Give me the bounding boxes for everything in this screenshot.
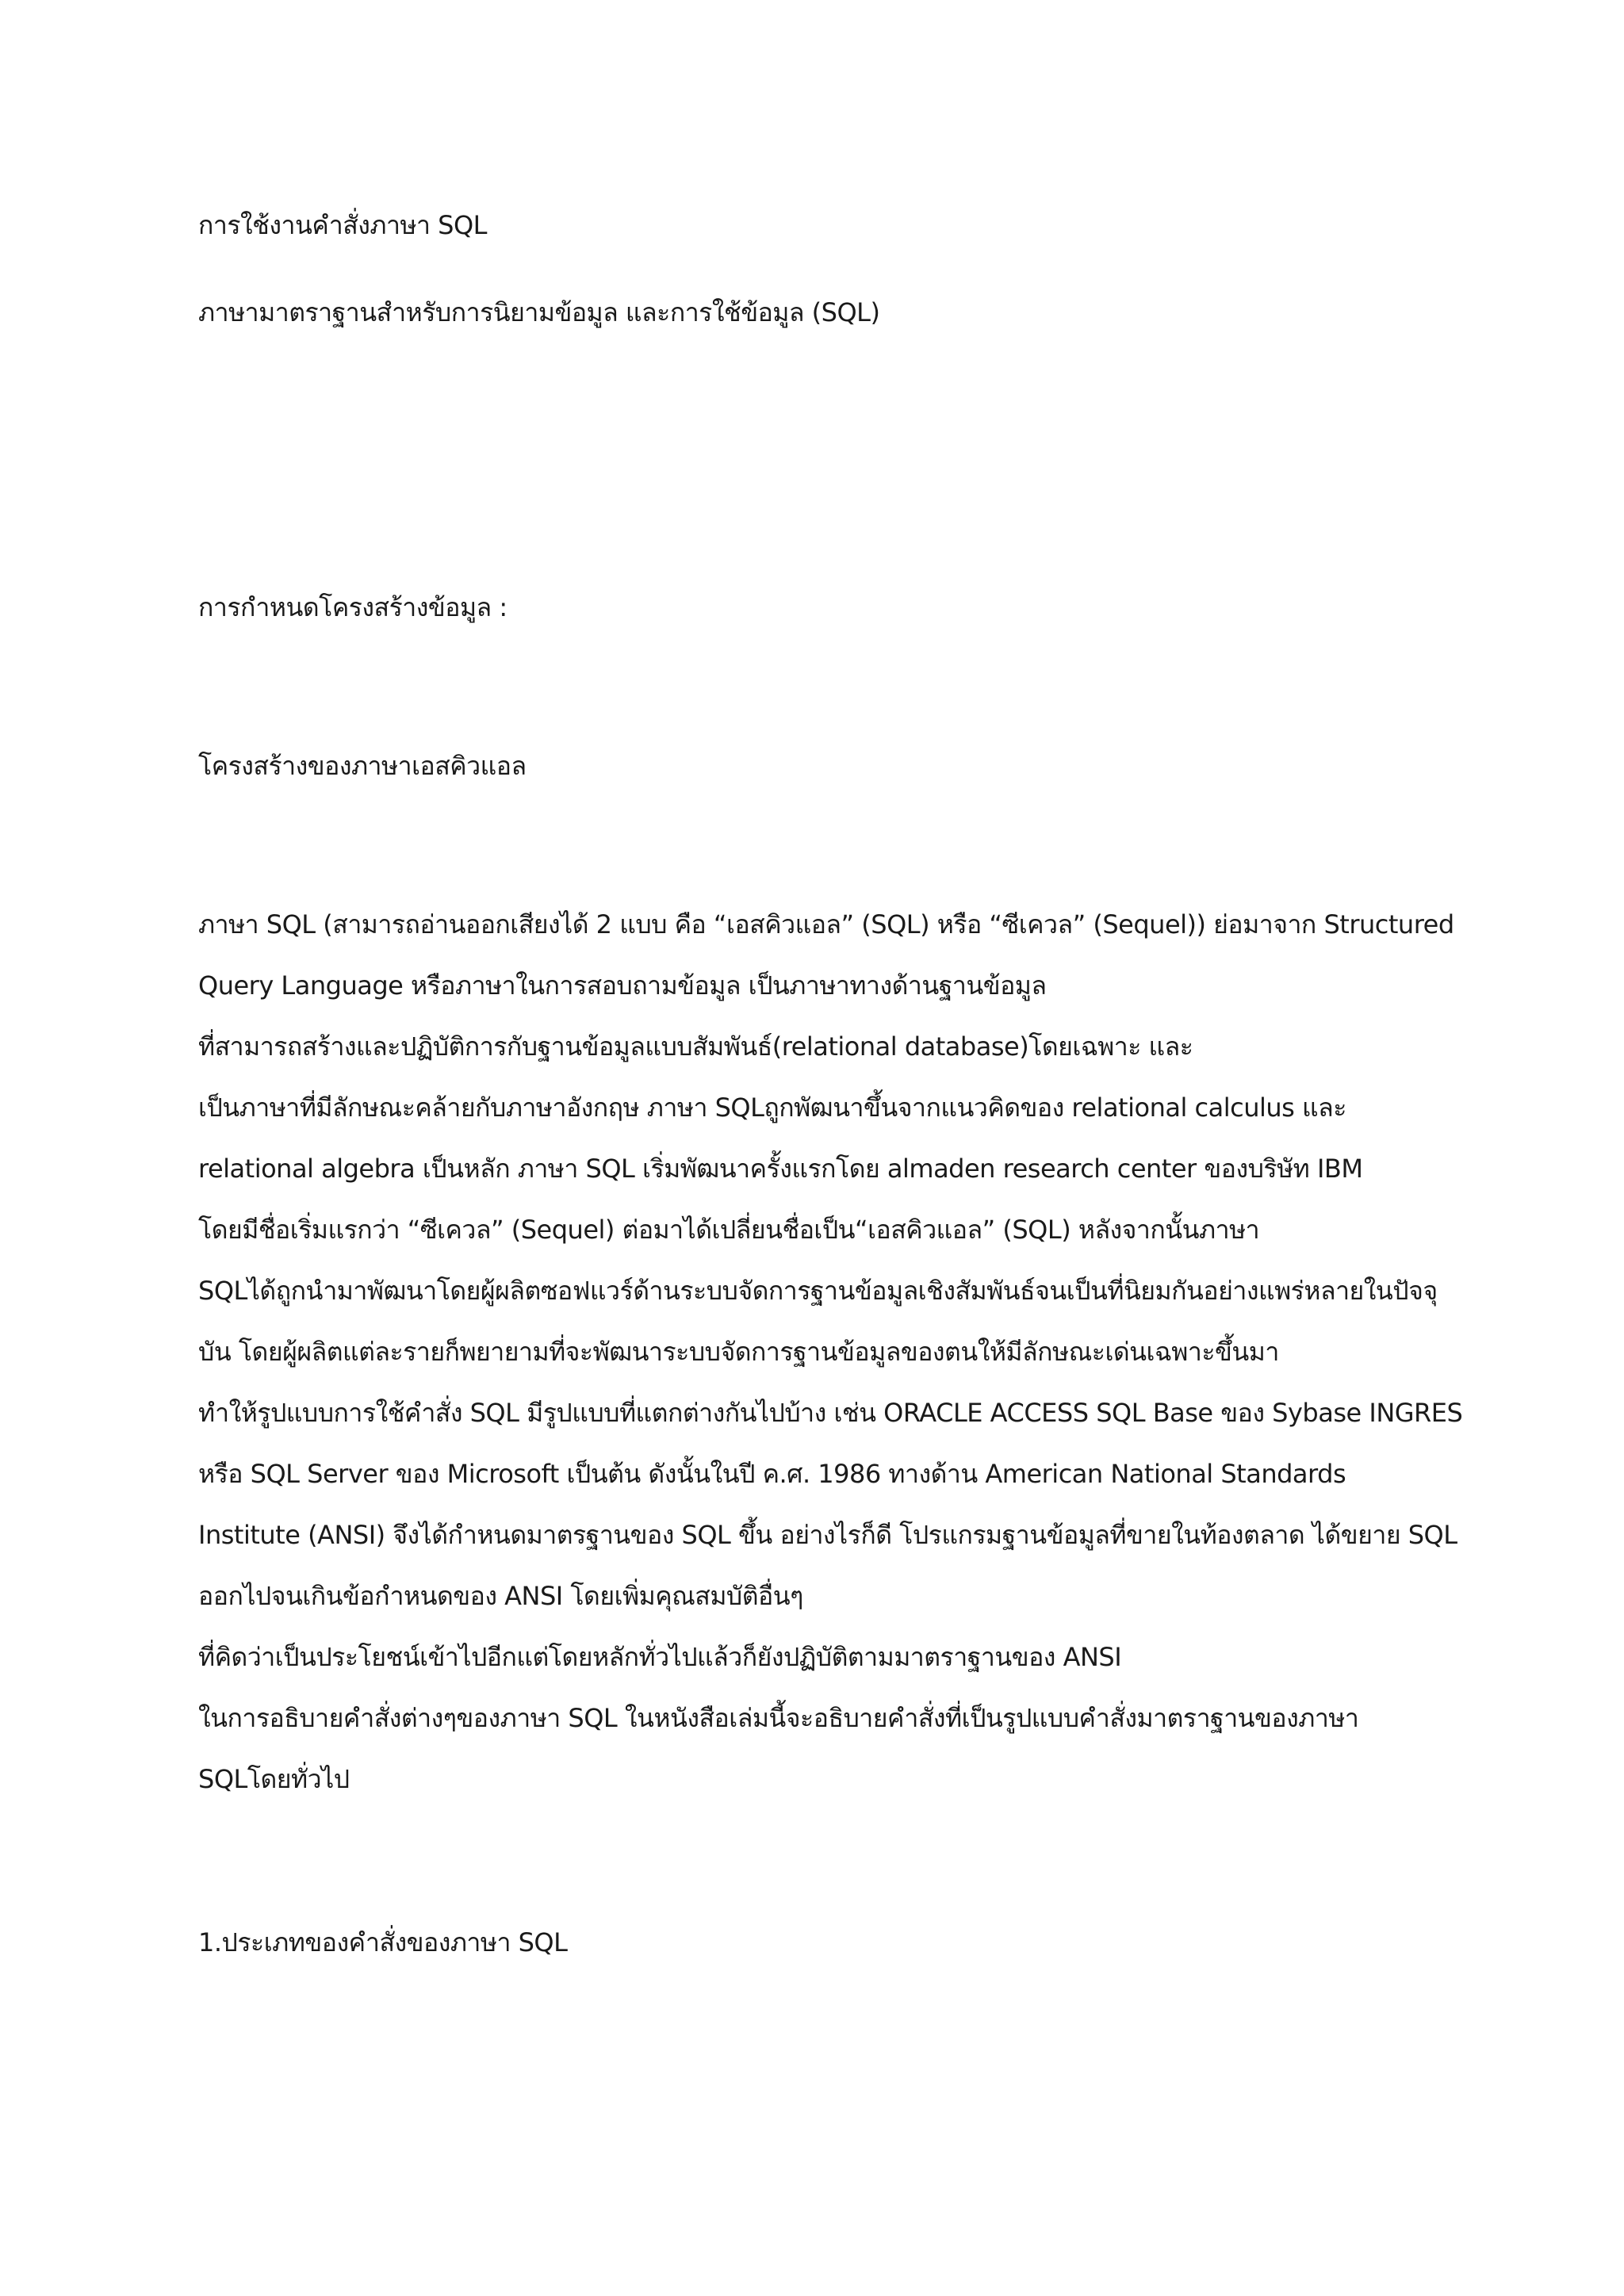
document-title: การใช้งานคำสั่งภาษา SQL: [198, 210, 487, 240]
section-heading: 1.ประเภทของคำสั่งของภาษา SQL: [198, 1927, 568, 1957]
definition-heading: การกำหนดโครงสร้างข้อมูล :: [198, 592, 508, 622]
paragraph-line: เป็นภาษาที่มีลักษณะคล้ายกับภาษาอังกฤษ ภาษา SQLถูกพัฒนาขึ้นจากแนวคิดของ relational calculus และ: [198, 1093, 1346, 1123]
paragraph-line: SQLโดยทั่วไป: [198, 1764, 350, 1794]
paragraph-line: Query Language หรือภาษาในการสอบถามข้อมูล เป็นภาษาทางด้านฐานข้อมูล: [198, 970, 1047, 1001]
paragraph-line: โดยมีชื่อเริ่มแรกว่า “ซีเควล” (Sequel) ต่อมาได้เปลี่ยนชื่อเป็น“เอสคิวแอล” (SQL) หลังจากนั้นภาษา: [198, 1215, 1260, 1245]
document-subtitle: ภาษามาตราฐานสำหรับการนิยามข้อมูล และการใช้ข้อมูล (SQL): [198, 297, 880, 327]
paragraph-line: ที่คิดว่าเป็นประโยชน์เข้าไปอีกแต่โดยหลักทั่วไปแล้วก็ยังปฏิบัติตามมาตราฐานของ ANSI: [198, 1642, 1122, 1672]
paragraph-line: ภาษา SQL (สามารถอ่านออกเสียงได้ 2 แบบ คือ “เอสคิวแอล” (SQL) หรือ “ซีเควล” (Sequel)) ย่อมาจาก Structured: [198, 909, 1454, 939]
paragraph-line: Institute (ANSI) จึงได้กำหนดมาตรฐานของ SQL ขึ้น อย่างไรก็ดี โปรแกรมฐานข้อมูลที่ขายในท้องตลาด ได้ขยาย SQL: [198, 1520, 1457, 1550]
paragraph-line: ทำให้รูปแบบการใช้คำสั่ง SQL มีรูปแบบที่แตกต่างกันไปบ้าง เช่น ORACLE ACCESS SQL Base ของ Sybase INGRES: [198, 1398, 1463, 1428]
structure-heading: โครงสร้างของภาษาเอสคิวแอล: [198, 751, 527, 781]
paragraph-line: SQLได้ถูกนำมาพัฒนาโดยผู้ผลิตซอฟแวร์ด้านระบบจัดการฐานข้อมูลเชิงสัมพันธ์จนเป็นที่นิยมกันอย่างแพร่หลายในปัจจุ: [198, 1276, 1438, 1306]
paragraph-line: ที่สามารถสร้างและปฏิบัติการกับฐานข้อมูลแบบสัมพันธ์(relational database)โดยเฉพาะ และ: [198, 1031, 1193, 1062]
paragraph-line: ออกไปจนเกินข้อกำหนดของ ANSI โดยเพิ่มคุณสมบัติอื่นๆ: [198, 1581, 803, 1611]
paragraph-line: relational algebra เป็นหลัก ภาษา SQL เริ่มพัฒนาครั้งแรกโดย almaden research center ของบริษัท IBM: [198, 1154, 1363, 1184]
paragraph-line: ในการอธิบายคำสั่งต่างๆของภาษา SQL ในหนังสือเล่มนี้จะอธิบายคำสั่งที่เป็นรูปแบบคำสั่งมาตราฐานของภาษา: [198, 1703, 1359, 1733]
paragraph-line: บัน โดยผู้ผลิตแต่ละรายก็พยายามที่จะพัฒนาระบบจัดการฐานข้อมูลของตนให้มีลักษณะเด่นเฉพาะขึ้นมา: [198, 1337, 1279, 1367]
paragraph-line: หรือ SQL Server ของ Microsoft เป็นต้น ดังนั้นในปี ค.ศ. 1986 ทางด้าน American National Standards: [198, 1459, 1346, 1489]
